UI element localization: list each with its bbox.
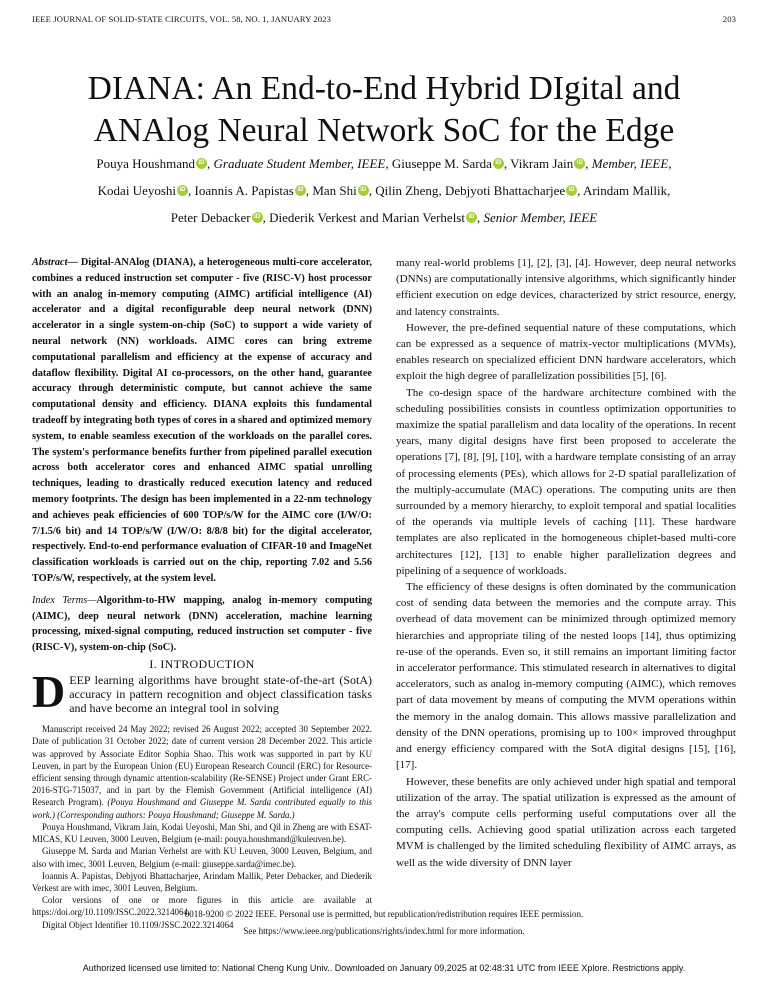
- author-name: Debjyoti Bhattacharjee: [444, 183, 566, 198]
- author: [269, 210, 356, 225]
- author-name: Arindam Mallik: [582, 183, 668, 198]
- author-name: Peter Debacker: [170, 210, 251, 225]
- orcid-icon[interactable]: iD: [295, 185, 306, 196]
- body-paragraph: The efficiency of these designs is often dominated by the communication cost of sending data between the memories and the compute array. This overhead of data movement can be minimized through optimized memory hierarchies and appropriate tiling of the nested loops [14], thus optimizing re-use of the operands. Even so, it still remains an important limiting factor in accelerator performance. This stimulated research in alternatives to digital accelerators, such as analog in-memory computing (AIMC), which removes part of data movement by means of computing the MVM operations within the memory in the analog domain. This allows massive parallelization and density of the DNN operations, promising up to 100× improved throughput and energy efficiency compared with the SotA digital designs [15], [16], [17].: [396, 581, 736, 772]
- abstract: [32, 255, 372, 587]
- index-terms: [32, 593, 372, 656]
- paper-title: [0, 68, 768, 152]
- abstract-label: Abstract—: [32, 257, 78, 268]
- footnote: Ioannis A. Papistas, Debjyoti Bhattacharjee, Arindam Mallik, Peter Debacker, and Diederik Verkest are with imec, 3001 Leuven, Belgium.: [32, 870, 372, 893]
- left-column: [32, 255, 372, 931]
- footnotes: [32, 723, 372, 930]
- author-list: Pouya Houshmand iD , Graduate Student Member, IEEE, Giuseppe M. Sarda iD , Vikram Jain iD , Member, IEEE, Kodai Ueyoshi iD , Ioannis A. Papistas iD , Man Shi iD , Qilin Zheng, Debjyoti Bhattacharjee iD , Arindam Mallik, Peter Debacker iD , Diederik Verkest and Marian Verhelst iD , Senior Member, IEEE: [96, 156, 672, 225]
- author-name: Qilin Zheng: [375, 183, 439, 198]
- orcid-icon[interactable]: iD: [358, 185, 369, 196]
- author-role: Graduate Student Member, IEEE: [213, 156, 386, 171]
- author-role: Member, IEEE: [591, 156, 669, 171]
- footnote-text: (Pouya Houshmand and Giuseppe M. Sarda contributed equally to this work.) (Corresponding authors: Pouya Houshmand; Giuseppe M. Sarda.): [32, 797, 373, 820]
- footnote: Pouya Houshmand, Vikram Jain, Kodai Ueyoshi, Man Shi, and Qil in Zheng are with ESAT-MICAS, KU Leuven, 3000 Leuven, Belgium (e-mail: pouya.houshmand@kuleuven.be).: [32, 821, 372, 845]
- drop-cap: D: [32, 666, 66, 718]
- body-paragraph: However, these benefits are only achieved under high spatial and temporal utilization of the array. The spatial utilization is expressed as the amount of the array's compute cells performing useful computations over all the computing cells. Achieving good spatial utilization across each targeted MVM is challenged by the limited scheduling flexibility of AIMC arrays, as well as the wide diversity of DNN layer: [396, 775, 736, 869]
- author-role: Senior Member, IEEE: [483, 210, 598, 225]
- copyright-footer: [0, 906, 768, 939]
- index-terms-text: Algorithm-to-HW mapping, analog in-memory computing (AIMC), deep neural network (DNN) acceleration, machine learning processing, mixed-signal computing, reduced instruction set computer - five (RISC-V), system-on-chip (SoC).: [32, 594, 372, 654]
- body-paragraph: However, the pre-defined sequential nature of these computations, which can be expressed as a sequence of matrix-vector multiplications (MVMs), enables research on specialized efficient DNN hardware accelerators, which exploit the high degree of parallelization possibilities [5], [6].: [396, 321, 736, 383]
- footnote-text: Manuscript received 24 May 2022; revised 26 August 2022; accepted 30 September 2022. Date of publication 31 October 2022; date of current version 28 December 2022. This article was approved by Associate Editor Sophia Shao. This work was supported in part by KU Leuven, in part by the European Union (EU) European Research Council (ERC) for Resource-efficient sensing through dynamic attention-scalability (Re-SENSE) Project under Grant ERC-2016-STG-715037, and in part by the Flemish Government (Artificial intelligence (AI) Research Program).: [32, 724, 372, 808]
- author: and Marian Verhelst iD , Senior Member, IEEE: [359, 210, 598, 225]
- orcid-icon[interactable]: iD: [493, 158, 504, 169]
- author-name: Diederik Verkest: [269, 210, 357, 225]
- license-notice: Authorized licensed use limited to: National Cheng Kung Univ.. Downloaded on January 09,2025 at 02:48:31 UTC from IEEE Xplore. Restrictions apply.: [82, 963, 686, 973]
- orcid-icon[interactable]: iD: [466, 212, 477, 223]
- orcid-icon[interactable]: iD: [574, 158, 585, 169]
- running-header: [32, 14, 736, 24]
- author: [195, 183, 306, 198]
- title-line: ANAlog Neural Network SoC for the Edge: [93, 112, 675, 149]
- abstract-text: Digital-ANAlog (DIANA), a heterogeneous multi-core accelerator, combines a reduced instruction set computer - five (RISC-V) host processor with an analog in-memory computing (AIMC) artificial intelligence (AI) accelerator and a digital reconfigurable deep neural network (DNN) accelerator in a single system-on-chip (SoC) to support a wide variety of neural network (NN) workloads. AIMC cores can bring extreme computational parallelism and efficiency at the expense of accuracy and dataflow flexibility. Digital AI co-processors, on the other hand, guarantee accuracy through deterministic compute, but cannot achieve the same computational density and efficiency. DIANA exploits this fundamental tradeoff by integrating both types of cores in a shared and optimized memory system, to enable seamless execution of the workloads on the parallel cores. The system's performance benefits further from pipelined parallel execution across both accelerator cores and enhanced AIMC spatial unrolling techniques, leading to drastically reduced execution latency and reduced memory footprints. The design has been implemented in a 22-nm technology and achieves peak efficiencies of 600 TOP/s/W for the AIMC core (I/W/O: 7/1.5/6 bit) and 14 TOP/s/W (I/W/O: 8/8/8 bit) for the digital accelerator, respectively. End-to-end performance evaluation of CIFAR-10 and ImageNet classification workloads is carried out on the chip, reporting 7.02 and 5.56 TOP/s/W, respectively, at the system level.: [32, 257, 372, 584]
- author: [392, 156, 504, 171]
- footnote: Giuseppe M. Sarda and Marian Verhelst are with KU Leuven, 3000 Leuven, Belgium, and also with imec, 3001 Leuven, Belgium (e-mail: giuseppe.sarda@imec.be).: [32, 846, 372, 869]
- page-number: 203: [722, 14, 736, 24]
- footnote: Color versions of one or more figures in this article are available at https://doi.org/10.1109/JSSC.2022.3214064.: [32, 895, 372, 918]
- copyright-line: 0018-9200 © 2022 IEEE. Personal use is permitted, but republication/redistribution requires IEEE permission.: [184, 909, 584, 919]
- author: Pouya Houshmand iD , Graduate Student Member, IEEE: [96, 156, 386, 171]
- author-name: Vikram Jain: [510, 156, 574, 171]
- title-line: DIANA: An End-to-End Hybrid DIgital and: [87, 70, 681, 107]
- rights-link[interactable]: See https://www.ieee.org/publications/rights/index.html for more information.: [243, 925, 525, 936]
- section-heading: I. INTRODUCTION: [149, 656, 255, 671]
- index-terms-label: Index Terms—: [32, 594, 97, 606]
- journal-info: IEEE JOURNAL OF SOLID-STATE CIRCUITS, VOL. 58, NO. 1, JANUARY 2023: [32, 14, 331, 24]
- body-paragraph: The co-design space of the hardware architecture combined with the scheduling possibilities consists in countless optimization opportunities to maximize the spatial parallelism and data locality of the operations. In recent years, many digital designs have first been proposed to accelerate the operations [7], [8], [9], [10], with a hardware template consisting of an array of processing elements (PEs), which allows for 2-D spatial parallelization of the multiply-accumulate (MAC) operations. The computing units are then surrounded by a memory hierarchy, to exploit temporal and spatial localities of the operands via multiple levels of caching [11]. These hardware templates are also replicated in the homogeneous chiplet-based multi-core architectures [12], [13] to enable higher parallelization degrees and pipelining of a sequence of workloads.: [396, 386, 736, 577]
- intro-paragraph: [32, 666, 372, 718]
- author: [98, 183, 188, 198]
- author: Vikram Jain iD , Member, IEEE: [510, 156, 669, 171]
- orcid-icon[interactable]: iD: [252, 212, 263, 223]
- orcid-icon[interactable]: iD: [177, 185, 188, 196]
- footnote: Digital Object Identifier 10.1109/JSSC.2022.3214064: [42, 919, 234, 930]
- orcid-icon[interactable]: iD: [196, 158, 207, 169]
- author: [312, 183, 368, 198]
- author-name: Pouya Houshmand: [96, 156, 196, 171]
- author: [375, 183, 438, 198]
- body-paragraph: many real-world problems [1], [2], [3], [4]. However, deep neural networks (DNNs) are computationally intensive algorithms, which significantly hinder efficient execution on edge devices, characterized by strict resource, energy, and latency constraints.: [396, 257, 736, 318]
- footnote: [32, 723, 372, 821]
- author-name: and Marian Verhelst: [359, 210, 465, 225]
- author-name: Giuseppe M. Sarda: [391, 156, 492, 171]
- author-name: Ioannis A. Papistas: [194, 183, 294, 198]
- author-name: Kodai Ueyoshi: [97, 183, 177, 198]
- right-column: [396, 255, 736, 871]
- author: [583, 183, 667, 198]
- author: [171, 210, 263, 225]
- author: [445, 183, 577, 198]
- intro-text: EEP learning algorithms have brought state-of-the-art (SotA) accuracy in pattern recognition and object classification tasks and have become an integral tool in solving: [69, 673, 372, 716]
- author-name: Man Shi: [312, 183, 357, 198]
- orcid-icon[interactable]: iD: [566, 185, 577, 196]
